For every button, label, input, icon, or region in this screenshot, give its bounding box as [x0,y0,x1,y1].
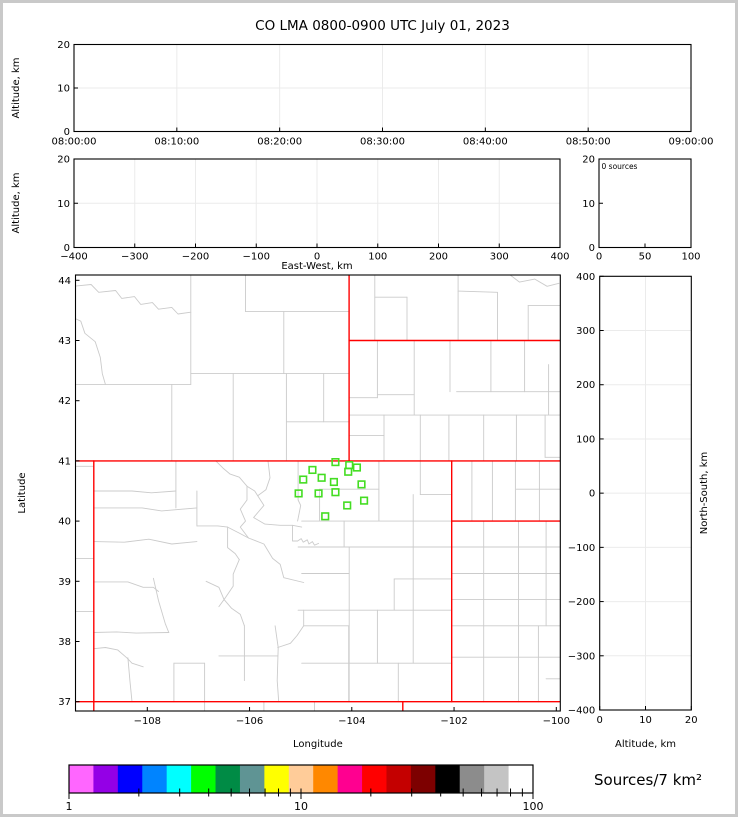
ew-tick-label: 300 [489,251,509,263]
county-line [254,461,302,527]
lma-station-marker [344,502,351,509]
ew-height-xlabel: East-West, km [281,261,353,272]
county-line [94,539,197,544]
county-line [94,582,159,592]
colorbar-segment [240,765,265,793]
latitude-tick-label: 43 [58,336,71,347]
time-tick-label: 08:40:00 [462,136,508,148]
colorbar-tick-label: 10 [294,800,308,813]
ns-height-xlabel: Altitude, km [615,739,676,750]
map-xlabel: Longitude [293,739,343,750]
ew-tick-label: −400 [60,251,88,263]
ew-height-ylabel: Altitude, km [11,172,22,234]
map-ylabel: Latitude [17,472,28,514]
colorbar-segment [264,765,289,793]
ew-tick-label: −100 [242,251,270,263]
ns-tick-label: 200 [576,380,596,392]
altitude-tick-label: 0 [588,243,595,254]
lma-station-marker [315,490,322,497]
hist-tick-label: 100 [681,251,701,263]
altitude-tick-label: 10 [582,198,595,210]
lma-station-marker [332,459,339,466]
lma-station-marker [345,468,352,475]
latitude-tick-label: 44 [58,275,71,287]
longitude-tick-label: −102 [440,716,468,727]
altitude-tick-label: 20 [684,715,698,726]
altitude-tick-label: 10 [57,198,70,210]
colorbar-segment [386,765,411,793]
lma-station-marker [354,464,361,471]
county-line [206,581,244,626]
colorbar-segment [167,765,192,793]
altitude-tick-label: 0 [63,243,70,254]
lma-station-marker [331,479,338,486]
lma-station-marker [322,513,329,520]
longitude-tick-label: −104 [338,716,366,727]
county-line [249,538,304,583]
time-tick-label: 08:00:00 [51,136,97,148]
map-layer [71,273,562,714]
colorbar-segment [362,765,387,793]
figure-canvas [3,3,738,817]
county-line [293,525,298,541]
county-line [73,318,105,385]
altitude-tick-label: 20 [582,154,595,166]
county-line [128,658,132,702]
ew-tick-label: 100 [368,251,388,263]
latitude-tick-label: 41 [58,456,71,468]
colorbar-tick-label: 100 [522,800,544,813]
lma-station-marker [358,481,365,488]
latitude-tick-label: 40 [58,516,71,528]
ns-tick-label: 100 [576,434,596,446]
latitude-tick-label: 38 [58,637,71,648]
colorbar-segment [191,765,216,793]
ns-tick-label: −300 [567,651,596,663]
lma-station-marker [295,490,302,497]
longitude-tick-label: −100 [542,716,571,727]
tick-labels-layer [52,40,714,813]
altitude-tick-label: 20 [57,154,70,166]
lma-station-marker [332,489,339,496]
hist-tick-label: 0 [595,251,603,263]
ew-tick-label: −300 [121,251,149,263]
county-line [94,491,176,493]
county-line [278,626,304,648]
ns-tick-label: 300 [576,326,596,338]
county-line [153,578,168,632]
county-line [275,626,279,702]
source-count-annotation: 0 sources [601,162,638,171]
colorbar-segment [142,765,167,793]
colorbar-segment [338,765,363,793]
county-line [94,648,143,667]
colorbar-label: Sources/7 km² [594,771,703,789]
latitude-tick-label: 42 [58,396,71,408]
lma-station-marker [300,476,307,483]
lma-station-marker [346,462,353,469]
lma-station-marker [361,497,368,504]
time-tick-label: 08:30:00 [360,136,405,148]
ew-tick-label: 400 [550,251,570,263]
ns-tick-label: 0 [588,488,596,500]
altitude-tick-label: 10 [57,83,70,95]
colorbar-segment [509,765,534,793]
time-tick-label: 09:00:00 [668,136,714,148]
ns-tick-label: −200 [567,597,596,609]
alt-histogram-panel [599,159,691,248]
longitude-tick-label: −108 [133,716,162,727]
county-line [73,285,191,315]
colorbar-layer [69,765,534,799]
altitude-tick-label: 0 [596,715,603,726]
latitude-tick-label: 37 [58,697,71,709]
colorbar-tick-label: 1 [65,800,73,813]
colorbar-segment [313,765,338,793]
colorbar-segment [93,765,118,793]
time-tick-label: 08:20:00 [257,136,303,148]
county-line [94,508,197,511]
lma-station-marker [318,474,325,481]
county-line [298,539,319,546]
altitude-tick-label: 10 [639,715,652,726]
ns-tick-label: −100 [567,542,596,554]
ew-tick-label: 200 [428,251,449,263]
lma-station-marker [309,467,316,474]
colorbar-segment [216,765,241,793]
time-tick-label: 08:50:00 [565,136,611,148]
ew-tick-label: 0 [313,251,321,263]
time-height-ylabel: Altitude, km [11,57,22,119]
figure-title: CO LMA 0800-0900 UTC July 01, 2023 [255,18,510,34]
county-line [219,560,239,607]
altitude-tick-label: 20 [57,40,70,51]
hist-tick-label: 50 [638,251,652,263]
county-line [240,486,248,538]
ns-height-ylabel: North-South, km [699,451,710,535]
county-line [298,461,301,521]
colorbar-segment [411,765,436,793]
altitude-tick-label: 0 [63,127,70,138]
county-line [458,291,497,340]
latitude-tick-label: 39 [58,576,71,588]
ns-tick-label: −400 [567,705,596,717]
time-tick-label: 08:10:00 [154,136,200,148]
county-line [94,632,169,633]
ns-tick-label: 400 [576,271,596,283]
colorbar-segment [69,765,94,793]
county-line [216,461,258,496]
ew-tick-label: −200 [181,251,210,263]
longitude-tick-label: −106 [235,716,264,727]
colorbar-segment [435,765,460,793]
